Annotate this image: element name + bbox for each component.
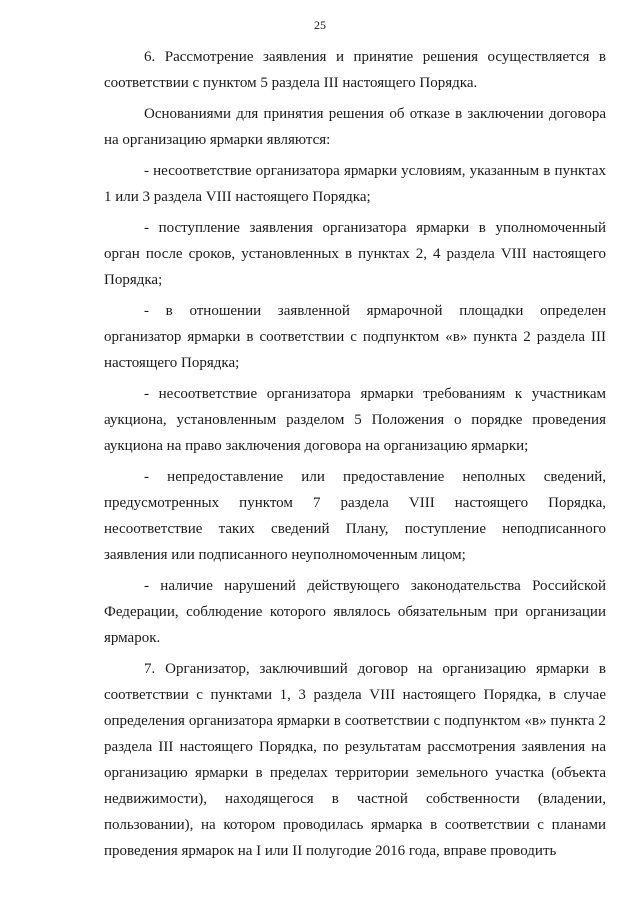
list-item-late-application: - поступление заявления организатора ярмарки в уполномоченный орган после сроков, установленных в пунктах 2, 4 раздела VIII настоящего Порядка; — [104, 220, 606, 288]
list-item-incomplete-information: - непредоставление или предоставление неполных сведений, предусмотренных пунктом 7 раздела VIII настоящего Порядка, несоответствие таких сведений Плану, поступление неподписанного заявления или подписанного неуполномоченным лицом; — [104, 469, 606, 563]
list-item-organizer-already-defined: - в отношении заявленной ярмарочной площадки определен организатор ярмарки в соответствии с подпунктом «в» пункта 2 раздела III настоящего Порядка; — [104, 303, 606, 371]
list-item-auction-requirements: - несоответствие организатора ярмарки требованиям к участникам аукциона, установленным разделом 5 Положения о порядке проведения аукциона на право заключения договора на организацию ярмарки; — [104, 386, 606, 454]
paragraph-refusal-grounds-intro: Основаниями для принятия решения об отказе в заключении договора на организацию ярмарки являются: — [104, 106, 606, 148]
list-item-organizer-mismatch: - несоответствие организатора ярмарки условиям, указанным в пунктах 1 или 3 раздела VIII настоящего Порядка; — [104, 163, 606, 205]
list-item-law-violations: - наличие нарушений действующего законодательства Российской Федерации, соблюдение которого являлось обязательным при организации ярмарок. — [104, 578, 606, 646]
document-body — [104, 44, 606, 864]
page-number: 25 — [314, 18, 326, 32]
paragraph-item-7: 7. Организатор, заключивший договор на организацию ярмарки в соответствии с пунктами 1, 3 раздела VIII настоящего Порядка, в случае определения организатора ярмарки в соответствии с подпунктом «в» пункта 2 раздела III настоящего Порядка, по результатам рассмотрения заявления на организацию ярмарки в пределах территории земельного участка (объекта недвижимости), находящегося в частной собственности (владении, пользовании), на котором проводилась ярмарка в соответствии с планами проведения ярмарок на I или II полугодие 2016 года, вправе проводить — [104, 661, 606, 859]
paragraph-item-6: 6. Рассмотрение заявления и принятие решения осуществляется в соответствии с пунктом 5 раздела III настоящего Порядка. — [104, 49, 606, 91]
